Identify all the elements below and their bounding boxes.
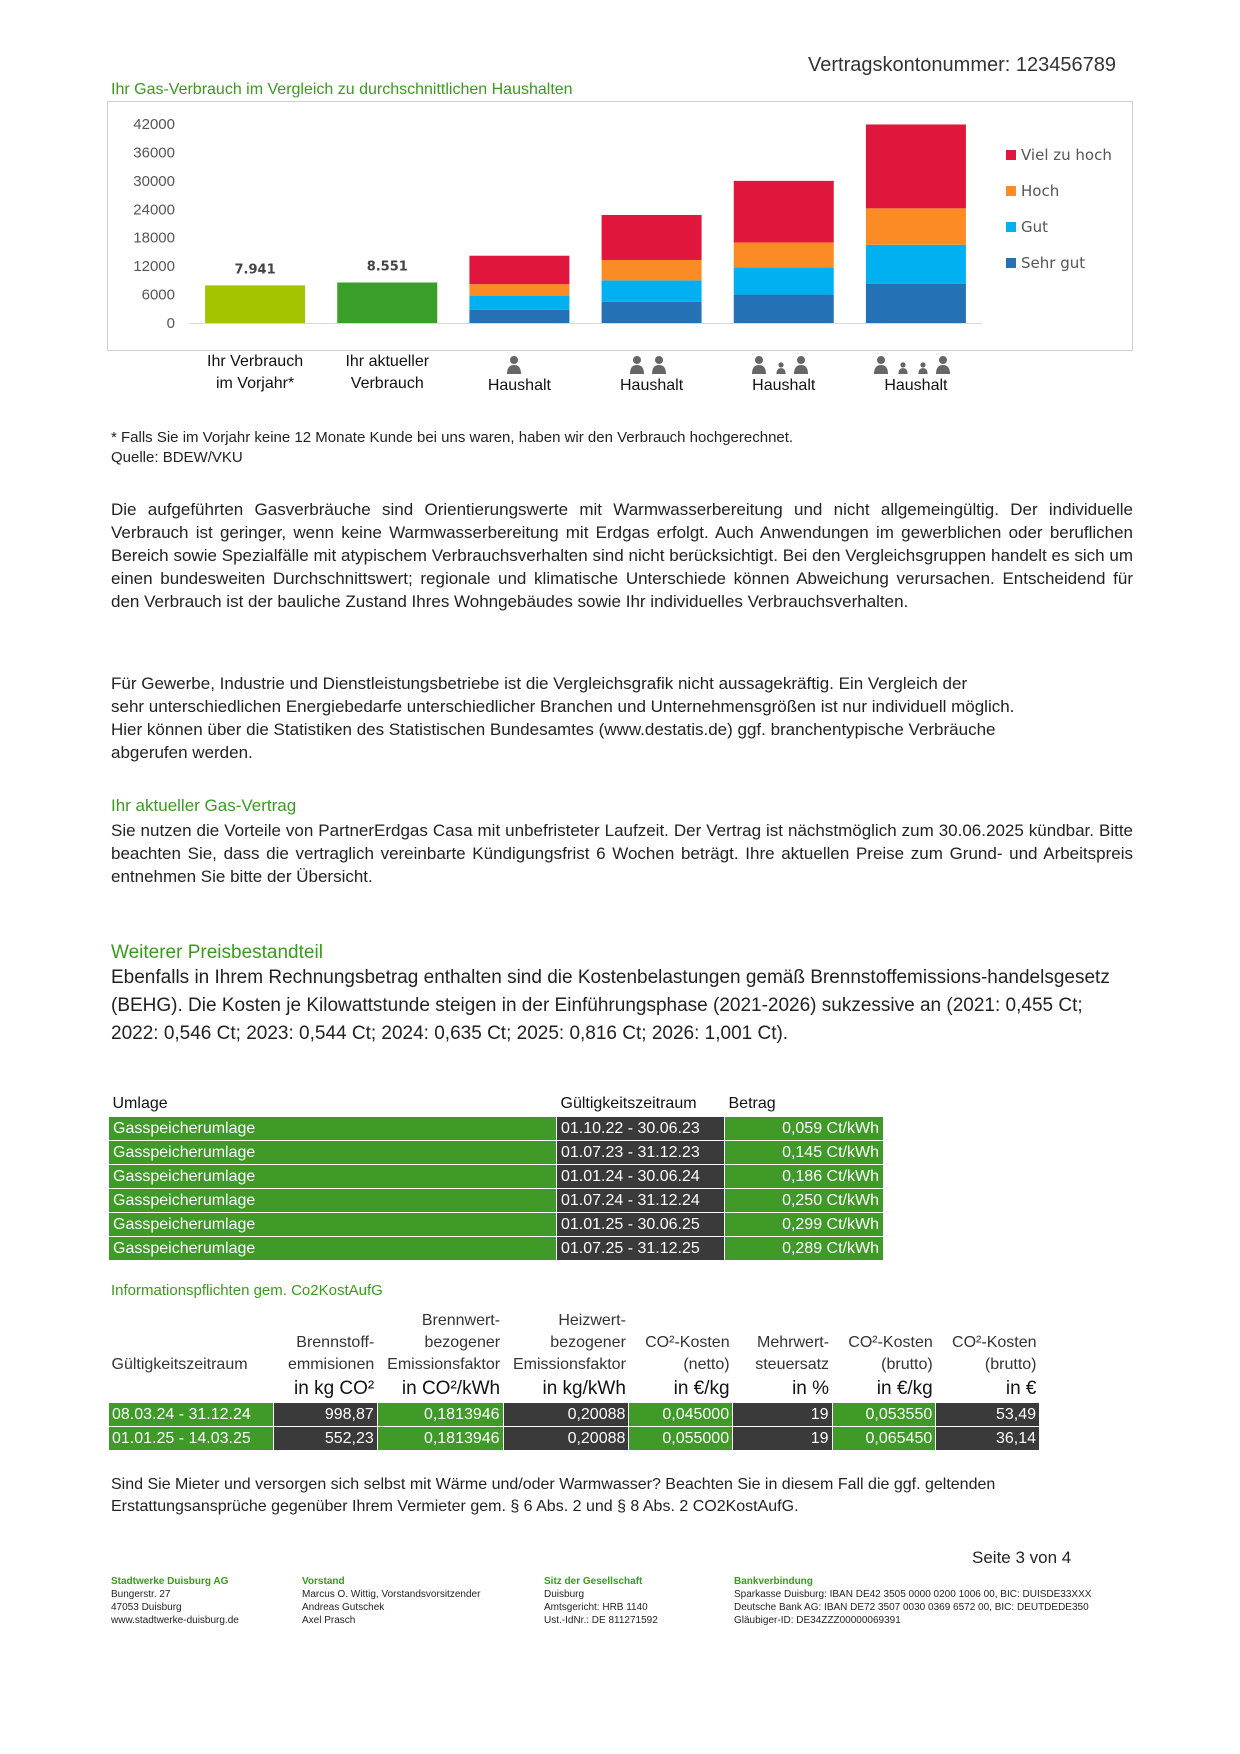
co2-header-line xyxy=(736,1310,829,1332)
umlage-cell-period: 01.07.23 - 31.12.23 xyxy=(557,1141,725,1165)
umlage-cell-type: Gasspeicherumlage xyxy=(109,1237,557,1261)
co2-cell: 36,14 xyxy=(936,1427,1040,1451)
x-category-label xyxy=(846,375,986,397)
household-bar-segment xyxy=(602,215,702,260)
household-bar-segment xyxy=(734,295,834,323)
co2-header-line: emmisionen xyxy=(287,1356,375,1373)
co2-unit-cell: in % xyxy=(792,1378,830,1399)
co2-cell: 08.03.24 - 31.12.24 xyxy=(109,1403,274,1427)
footer-board-line: Marcus O. Wittig, Vorstandsvorsitzender xyxy=(302,1589,481,1600)
y-tick-label: 24000 xyxy=(133,201,175,219)
household-bar-segment xyxy=(734,181,834,243)
chart-title: Ihr Gas-Verbrauch im Vergleich zu durchschnittlichen Haushalten xyxy=(111,81,573,98)
co2-header-cell xyxy=(377,1310,503,1376)
legend-swatch xyxy=(1006,186,1016,196)
legend-label: Viel zu hoch xyxy=(1021,146,1112,164)
co2-unit-cell: in kg CO² xyxy=(294,1378,375,1399)
y-tick-label: 12000 xyxy=(133,258,175,276)
co2-cell: 19 xyxy=(733,1403,832,1427)
umlage-cell-amount: 0,059 Ct/kWh xyxy=(725,1117,884,1141)
co2-header-cell xyxy=(629,1310,733,1376)
household-bar-segment xyxy=(602,302,702,323)
co2-cell: 552,23 xyxy=(274,1427,378,1451)
contract-heading: Ihr aktueller Gas-Vertrag xyxy=(111,796,297,815)
co2-header-line: (brutto) xyxy=(881,1356,933,1373)
bar-data-label: 7.941 xyxy=(234,262,276,278)
co2-header-line: CO²-Kosten xyxy=(645,1334,730,1351)
x-category-line: Ihr aktueller xyxy=(345,353,430,370)
co2-header-line: (brutto) xyxy=(984,1356,1037,1373)
umlage-header-period: Gültigkeitszeitraum xyxy=(560,1095,697,1112)
y-tick-label: 36000 xyxy=(133,144,175,162)
co2-header-line xyxy=(112,1332,271,1354)
umlage-row xyxy=(109,1189,884,1213)
footer-seat-line: Duisburg xyxy=(544,1589,585,1600)
footer-bank-heading: Bankverbindung xyxy=(734,1576,813,1587)
household-bar-segment xyxy=(866,284,966,323)
household-person-icon xyxy=(871,354,961,374)
contract-text: Sie nutzen die Vorteile von PartnerErdgas Casa mit unbefristeter Laufzeit. Der Vertrag ist nächstmöglich zum 30.06.2025 kündbar. Bitte beachten Sie, dass die vertraglich vereinbarte Kündigungsfrist 6 Wochen beträgt. Ihre aktuellen Preise zum Grund- und Arbeitspreis entnehmen Sie bitte der Übersicht. xyxy=(111,821,1133,886)
household-bar-segment xyxy=(469,256,569,284)
umlage-cell-amount: 0,299 Ct/kWh xyxy=(725,1213,884,1237)
price-component-heading: Weiterer Preisbestandteil xyxy=(111,942,323,963)
co2-header-row xyxy=(109,1310,1040,1376)
account-number: Vertragskontonummer: 123456789 xyxy=(808,54,1116,76)
household-person-icon xyxy=(749,354,819,374)
household-bar-segment xyxy=(469,284,569,296)
footnote xyxy=(111,428,793,468)
umlage-row xyxy=(109,1141,884,1165)
business-paragraph xyxy=(111,672,1133,764)
footnote-text: * Falls Sie im Vorjahr keine 12 Monate Kunde bei uns waren, haben wir den Verbrauch hochgerechnet. xyxy=(111,429,794,446)
umlage-cell-period: 01.01.24 - 30.06.24 xyxy=(557,1165,725,1189)
umlage-row xyxy=(109,1213,884,1237)
household-person-icon xyxy=(627,354,677,374)
co2-header-cell xyxy=(503,1310,629,1376)
x-category-line: Haushalt xyxy=(884,377,948,394)
household-bar-segment xyxy=(866,208,966,244)
household-bar-segment xyxy=(602,260,702,280)
x-category-line: Verbrauch xyxy=(350,375,424,392)
y-tick-label: 0 xyxy=(166,315,175,332)
umlage-cell-amount: 0,289 Ct/kWh xyxy=(725,1237,884,1261)
footer-board xyxy=(302,1575,480,1627)
household-bar-segment xyxy=(734,268,834,295)
co2-cell: 0,1813946 xyxy=(377,1427,503,1451)
co2-unit-cell: in kg/kWh xyxy=(542,1378,626,1399)
co2-header-cell xyxy=(832,1310,936,1376)
umlage-cell-amount: 0,250 Ct/kWh xyxy=(725,1189,884,1213)
footer-bank-line: Gläubiger-ID: DE34ZZZ00000069391 xyxy=(734,1615,901,1626)
co2-header-line: Emissionsfaktor xyxy=(387,1356,501,1373)
co2-header-line: bezogener xyxy=(424,1334,501,1351)
tenant-note-line: Erstattungsansprüche gegenüber Ihrem Vermieter gem. § 6 Abs. 2 und § 8 Abs. 2 CO2KostAufG. xyxy=(111,1498,799,1515)
co2-unit-cell: in €/kg xyxy=(673,1378,730,1399)
x-category-label xyxy=(449,375,589,397)
umlage-header-umlage: Umlage xyxy=(112,1095,168,1112)
umlage-row xyxy=(109,1165,884,1189)
co2-cell: 0,053550 xyxy=(832,1403,936,1427)
co2-header-cell xyxy=(109,1310,274,1376)
legend-label: Sehr gut xyxy=(1021,254,1086,272)
y-tick-label: 6000 xyxy=(141,286,175,304)
own-consumption-bar xyxy=(337,282,437,323)
x-category-label xyxy=(714,375,854,397)
footer-company-line: Bungerstr. 27 xyxy=(111,1589,171,1600)
co2-cell: 0,20088 xyxy=(503,1427,629,1451)
x-category-line: Haushalt xyxy=(752,377,816,394)
co2-header-line xyxy=(277,1310,375,1332)
footer-seat-line: Amtsgericht: HRB 1140 xyxy=(544,1602,648,1613)
umlage-cell-amount: 0,145 Ct/kWh xyxy=(725,1141,884,1165)
umlage-cell-type: Gasspeicherumlage xyxy=(109,1141,557,1165)
co2-header-line xyxy=(835,1310,933,1332)
tenant-note-line: Sind Sie Mieter und versorgen sich selbst mit Wärme und/oder Warmwasser? Beachten Sie in diesem Fall die ggf. geltenden xyxy=(111,1476,996,1493)
co2-header-line xyxy=(632,1310,730,1332)
household-person-icon xyxy=(504,354,534,374)
x-category-label xyxy=(582,375,722,397)
co2-unit-cell: in € xyxy=(1005,1378,1037,1399)
umlage-table xyxy=(108,1092,884,1261)
footer-bank-line: Sparkasse Duisburg: IBAN DE42 3505 0000 0200 1006 00, BIC: DUISDE33XXX xyxy=(734,1589,1092,1600)
co2-unit-cell: in €/kg xyxy=(876,1378,933,1399)
umlage-cell-period: 01.07.24 - 31.12.24 xyxy=(557,1189,725,1213)
household-bar-segment xyxy=(866,245,966,284)
footnote-source: Quelle: BDEW/VKU xyxy=(111,449,243,466)
co2-header-line: (netto) xyxy=(683,1356,730,1373)
legend-swatch xyxy=(1006,222,1016,232)
umlage-cell-period: 01.07.25 - 31.12.25 xyxy=(557,1237,725,1261)
co2-unit-cell xyxy=(109,1376,274,1403)
business-paragraph-line: Für Gewerbe, Industrie und Dienstleistungsbetriebe ist die Vergleichsgrafik nicht aussagekräftig. Ein Vergleich der xyxy=(111,674,968,693)
umlage-cell-period: 01.01.25 - 30.06.25 xyxy=(557,1213,725,1237)
footer-board-line: Axel Prasch xyxy=(302,1615,356,1626)
y-tick-label: 30000 xyxy=(133,172,175,190)
umlage-row xyxy=(109,1237,884,1261)
co2-cell: 01.01.25 - 14.03.25 xyxy=(109,1427,274,1451)
co2-header-line: Mehrwert- xyxy=(757,1334,830,1351)
household-bar-segment xyxy=(602,280,702,301)
x-category-label xyxy=(185,351,325,395)
co2-header-line: CO²-Kosten xyxy=(952,1334,1037,1351)
co2-row xyxy=(109,1427,1040,1451)
co2-unit-cell: in CO²/kWh xyxy=(401,1378,501,1399)
footer-bank xyxy=(734,1575,1091,1627)
umlage-cell-period: 01.10.22 - 30.06.23 xyxy=(557,1117,725,1141)
legend-label: Hoch xyxy=(1021,182,1060,200)
co2-cell: 53,49 xyxy=(936,1403,1040,1427)
umlage-cell-type: Gasspeicherumlage xyxy=(109,1213,557,1237)
x-category-line: Ihr Verbrauch xyxy=(207,353,304,370)
bar-data-label: 8.551 xyxy=(366,259,408,275)
footer-seat-heading: Sitz der Gesellschaft xyxy=(544,1576,643,1587)
legend-swatch xyxy=(1006,258,1016,268)
umlage-header-row xyxy=(109,1092,884,1117)
umlage-cell-type: Gasspeicherumlage xyxy=(109,1189,557,1213)
co2-heading: Informationspflichten gem. Co2KostAufG xyxy=(111,1282,383,1299)
co2-header-cell xyxy=(733,1310,832,1376)
legend-swatch xyxy=(1006,150,1016,160)
business-paragraph-line: Hier können über die Statistiken des Statistischen Bundesamtes (www.destatis.de) ggf. branchentypische Verbräuche xyxy=(111,720,996,739)
y-tick-label: 42000 xyxy=(133,116,175,133)
co2-header-line: Gültigkeitszeitraum xyxy=(111,1356,248,1373)
co2-header-line xyxy=(112,1310,271,1332)
footer-seat-line: Ust.-IdNr.: DE 811271592 xyxy=(544,1615,658,1626)
co2-header-line: Emissionsfaktor xyxy=(512,1356,626,1373)
footer-company-line: www.stadtwerke-duisburg.de xyxy=(111,1615,239,1626)
x-category-line: im Vorjahr* xyxy=(215,375,295,392)
co2-cell: 0,055000 xyxy=(629,1427,733,1451)
y-tick-label: 18000 xyxy=(133,229,175,247)
umlage-row xyxy=(109,1117,884,1141)
co2-header-cell xyxy=(274,1310,378,1376)
co2-header-line: CO²-Kosten xyxy=(848,1334,933,1351)
umlage-cell-amount: 0,186 Ct/kWh xyxy=(725,1165,884,1189)
umlage-header-amount: Betrag xyxy=(728,1095,776,1112)
co2-cell: 0,20088 xyxy=(503,1403,629,1427)
household-bar-segment xyxy=(469,310,569,323)
x-category-line: Haushalt xyxy=(620,377,684,394)
info-paragraph-text: Die aufgeführten Gasverbräuche sind Orientierungswerte mit Warmwasserbereitung und nicht allgemeingültig. Der individuelle Verbrauch ist geringer, wenn keine Warmwasserbereitung mit Erdgas erfolgt. Auch Anwendungen im gewerblichen oder beruflichen Bereich sowie Spezialfälle mit atypischem Verbrauchsverhalten sind nicht berücksichtigt. Bei den Vergleichsgruppen handelt es sich um einen bundesweiten Durchschnittswert; regionale und klimatische Unterschiede können Abweichung verursachen. Entscheidend für den Verbrauch ist der bauliche Zustand Ihres Wohngebäudes sowie Ihr individuelles Verbrauchsverhalten. xyxy=(111,500,1133,611)
contract-paragraph xyxy=(111,819,1133,888)
info-paragraph xyxy=(111,498,1133,613)
page-number: Seite 3 von 4 xyxy=(972,1548,1072,1567)
x-category-line: Haushalt xyxy=(487,377,551,394)
business-paragraph-line: abgerufen werden. xyxy=(111,743,253,762)
co2-cell: 0,045000 xyxy=(629,1403,733,1427)
legend-label: Gut xyxy=(1021,218,1049,236)
co2-header-line: Brennstoff- xyxy=(296,1334,375,1351)
household-bar-segment xyxy=(734,242,834,267)
footer-company xyxy=(111,1575,239,1627)
co2-header-line: bezogener xyxy=(550,1334,626,1351)
co2-header-line: steuersatz xyxy=(755,1356,830,1373)
own-consumption-bar xyxy=(205,285,305,323)
co2-header-cell xyxy=(936,1310,1040,1376)
co2-cell: 0,1813946 xyxy=(377,1403,503,1427)
co2-header-line: Brennwert- xyxy=(421,1312,501,1329)
consumption-chart xyxy=(107,101,1133,351)
co2-cell: 19 xyxy=(733,1427,832,1451)
umlage-cell-type: Gasspeicherumlage xyxy=(109,1165,557,1189)
footer-bank-line: Deutsche Bank AG: IBAN DE72 3507 0030 0369 6572 00, BIC: DEUTDEDE350 xyxy=(734,1602,1089,1613)
price-component-text: Ebenfalls in Ihrem Rechnungsbetrag enthalten sind die Kostenbelastungen gemäß Brennstoffemissions-handelsgesetz (BEHG). Die Kosten je Kilowattstunde steigen in der Einführungsphase (2021-2026) sukzessive an (2021: 0,455 Ct; 2022: 0,546 Ct; 2023: 0,544 Ct; 2024: 0,635 Ct; 2025: 0,816 Ct; 2026: 1,001 Ct). xyxy=(111,967,1110,1044)
co2-row xyxy=(109,1403,1040,1427)
business-paragraph-line: sehr unterschiedlichen Energiebedarfe unterschiedlicher Branchen und Unternehmensgrößen ist nur individuell möglich. xyxy=(111,697,1015,716)
co2-table xyxy=(108,1310,1040,1451)
co2-cell: 0,065450 xyxy=(832,1427,936,1451)
co2-header-line xyxy=(939,1310,1037,1332)
x-category-label xyxy=(317,351,457,395)
co2-cell: 998,87 xyxy=(274,1403,378,1427)
tenant-note xyxy=(111,1474,1133,1518)
co2-header-line: Heizwert- xyxy=(558,1312,626,1329)
co2-unit-row xyxy=(109,1376,1040,1403)
footer-board-line: Andreas Gutschek xyxy=(302,1602,385,1613)
footer-seat xyxy=(544,1575,658,1627)
footer-company-heading: Stadtwerke Duisburg AG xyxy=(111,1576,229,1587)
umlage-cell-type: Gasspeicherumlage xyxy=(109,1117,557,1141)
footer-board-heading: Vorstand xyxy=(302,1576,345,1587)
footer-company-line: 47053 Duisburg xyxy=(111,1602,182,1613)
household-bar-segment xyxy=(469,296,569,310)
household-bar-segment xyxy=(866,124,966,208)
